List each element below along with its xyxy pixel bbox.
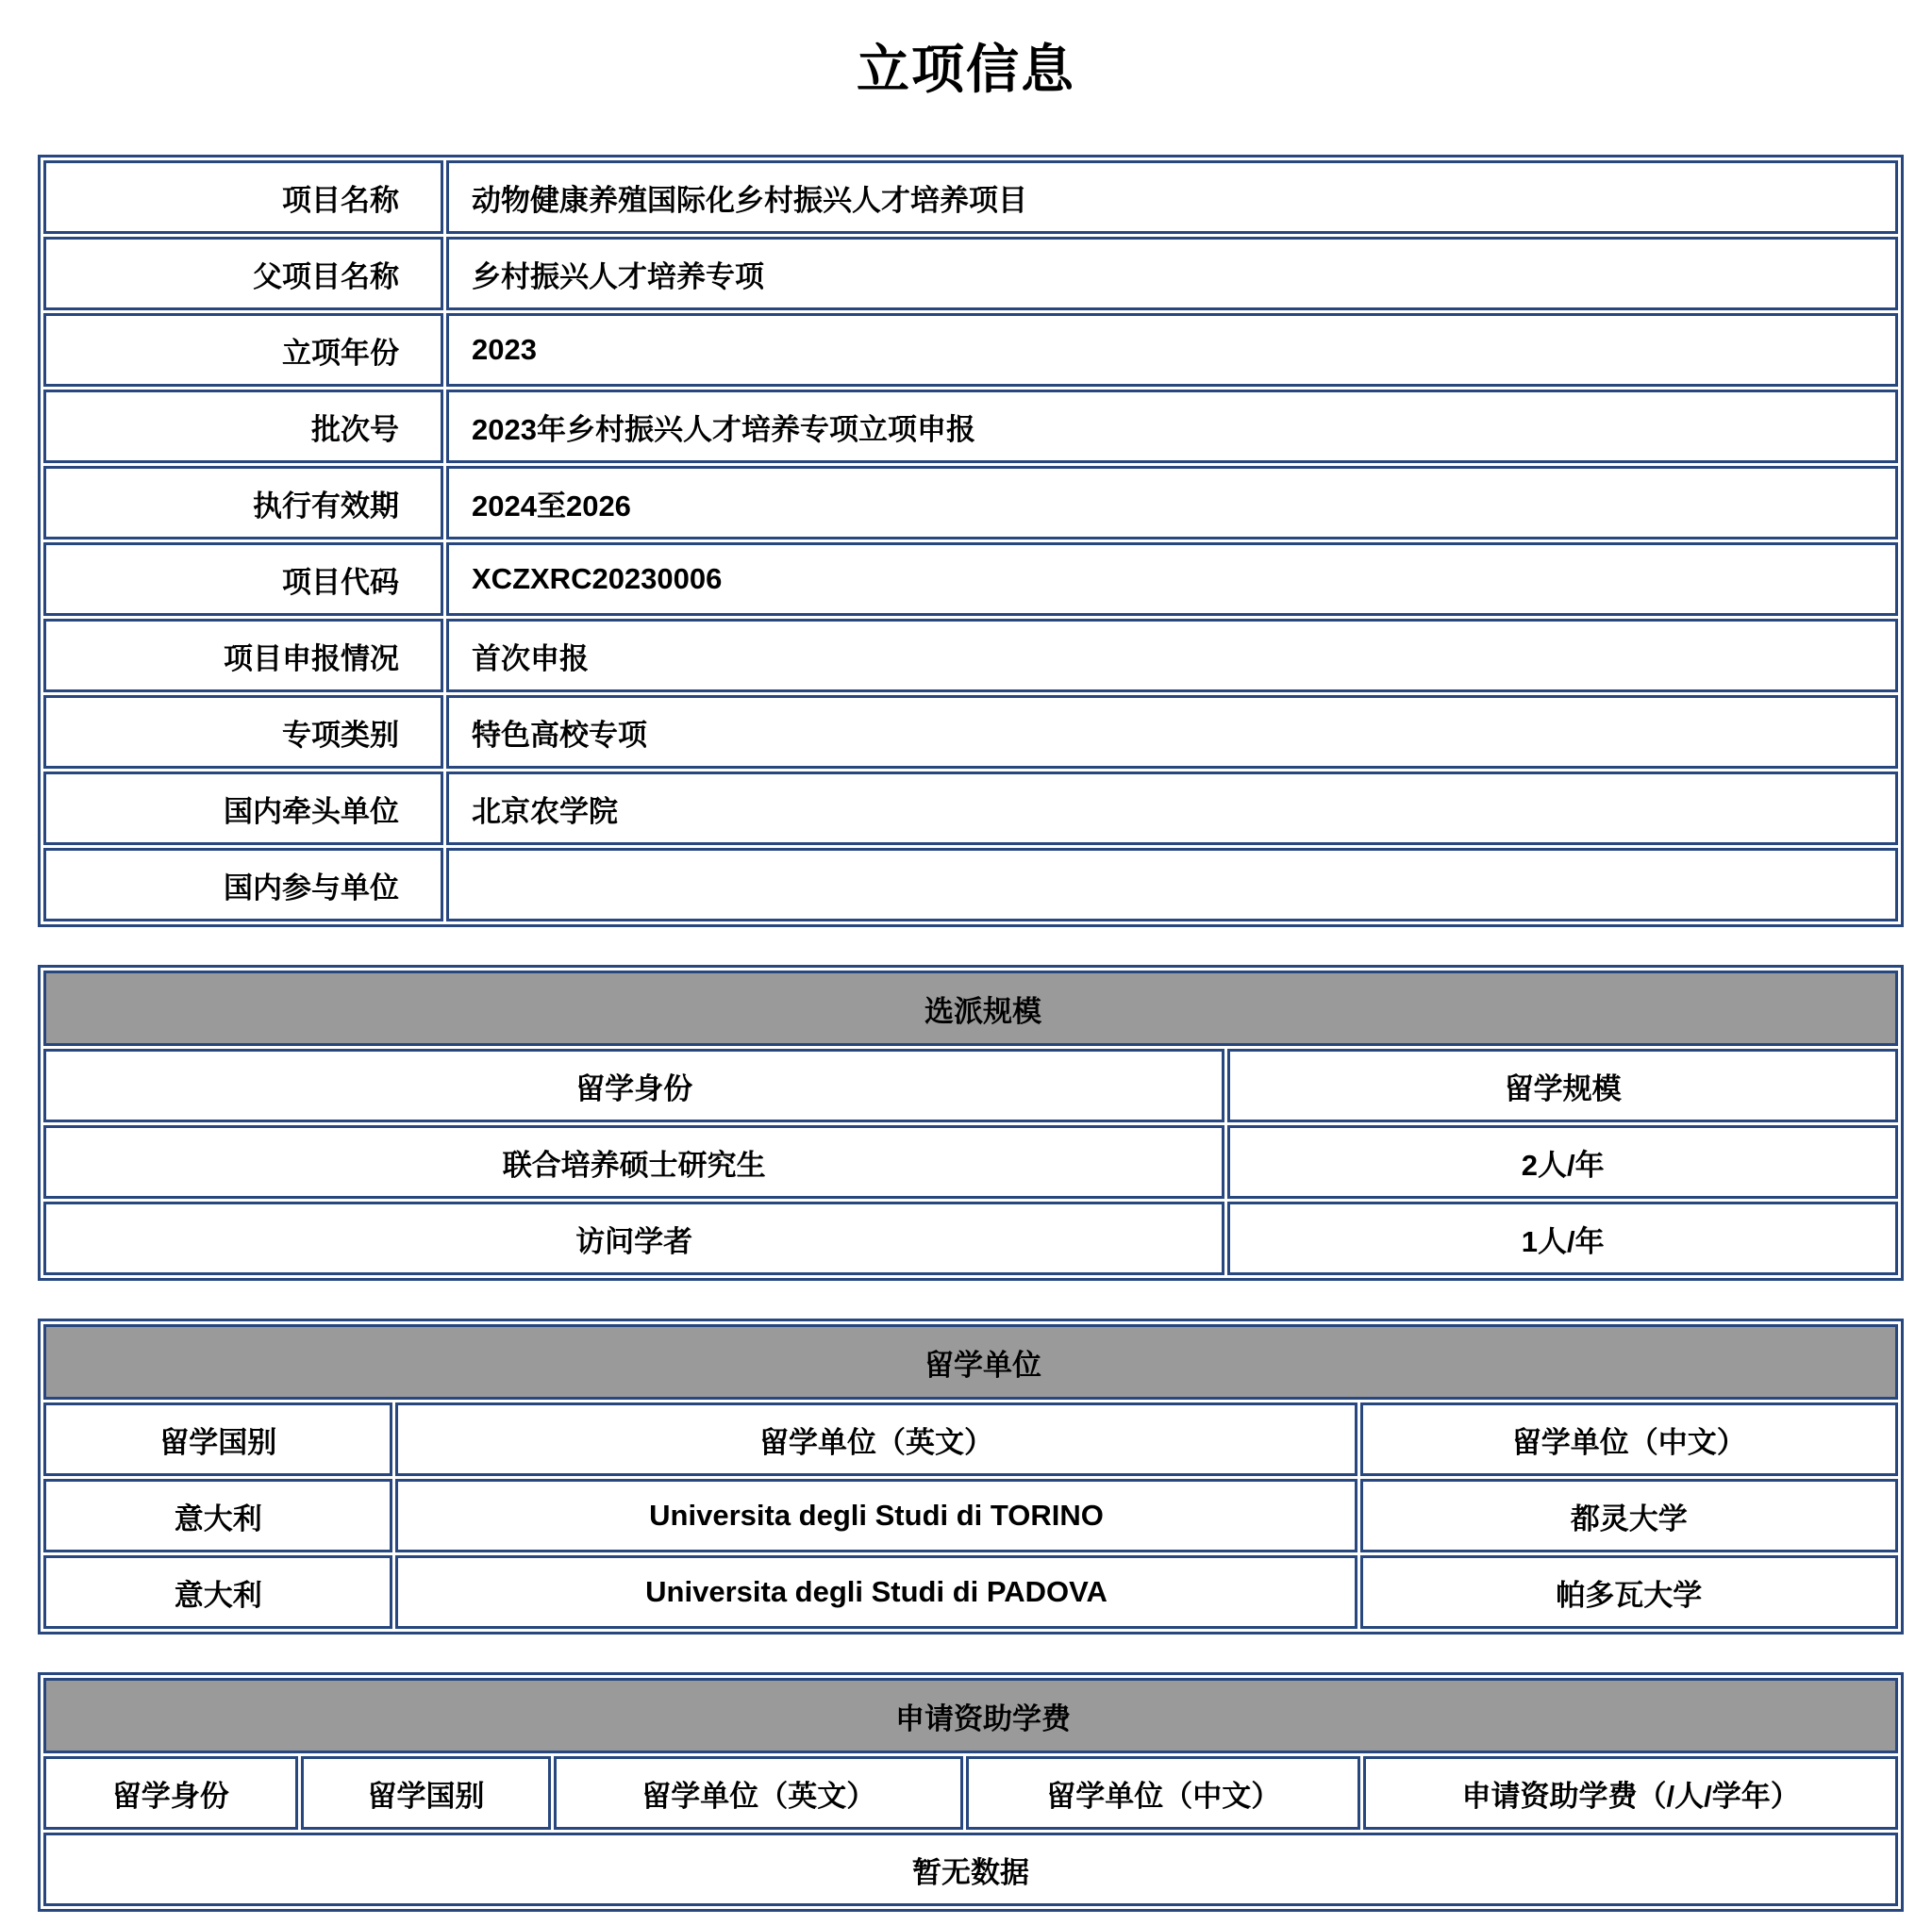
field-value: 乡村振兴人才培养专项 <box>446 237 1898 310</box>
column-header-row <box>43 1402 1898 1476</box>
section-header-study-units: 留学单位 <box>43 1324 1898 1400</box>
section-header-selection-scale: 选派规模 <box>43 971 1898 1046</box>
field-label: 父项目名称 <box>43 237 443 310</box>
field-value: 动物健康养殖国际化乡村振兴人才培养项目 <box>446 160 1898 234</box>
table-row <box>43 1555 1898 1629</box>
column-header-unit-english: 留学单位（英文） <box>554 1756 963 1830</box>
table-row-domestic-participating-unit <box>43 848 1898 921</box>
data-cell-unit-english: Universita degli Studi di PADOVA <box>395 1555 1357 1629</box>
table-row-application-status <box>43 619 1898 692</box>
table-row-special-category <box>43 695 1898 769</box>
data-cell-identity: 联合培养硕士研究生 <box>43 1125 1224 1199</box>
data-cell-country: 意大利 <box>43 1555 392 1629</box>
data-cell-identity: 访问学者 <box>43 1202 1224 1275</box>
column-header-unit-chinese: 留学单位（中文） <box>1360 1402 1898 1476</box>
field-label: 国内参与单位 <box>43 848 443 921</box>
section-header-row <box>43 971 1898 1046</box>
field-value: 2023 <box>446 313 1898 387</box>
table-row <box>43 1479 1898 1552</box>
table-row-project-name <box>43 160 1898 234</box>
page-title: 立项信息 <box>857 40 1075 99</box>
column-header-unit-english: 留学单位（英文） <box>395 1402 1357 1476</box>
data-cell-scale: 2人/年 <box>1227 1125 1898 1199</box>
column-header-country: 留学国别 <box>43 1402 392 1476</box>
column-header-country: 留学国别 <box>301 1756 552 1830</box>
field-value: 2024至2026 <box>446 466 1898 539</box>
field-label: 项目名称 <box>43 160 443 234</box>
field-value: 北京农学院 <box>446 772 1898 845</box>
column-header-study-identity: 留学身份 <box>43 1049 1224 1122</box>
field-label: 批次号 <box>43 390 443 463</box>
field-value <box>446 848 1898 921</box>
column-header-study-scale: 留学规模 <box>1227 1049 1898 1122</box>
table-row-domestic-lead-unit <box>43 772 1898 845</box>
column-header-row <box>43 1049 1898 1122</box>
column-header-study-identity: 留学身份 <box>43 1756 298 1830</box>
empty-data-row <box>43 1833 1898 1906</box>
section-header-tuition: 申请资助学费 <box>43 1678 1898 1753</box>
field-label: 国内牵头单位 <box>43 772 443 845</box>
section-header-row <box>43 1324 1898 1400</box>
table-row-parent-project-name <box>43 237 1898 310</box>
field-value: XCZXRC20230006 <box>446 542 1898 616</box>
table-row <box>43 1202 1898 1275</box>
field-value: 2023年乡村振兴人才培养专项立项申报 <box>446 390 1898 463</box>
field-label: 项目申报情况 <box>43 619 443 692</box>
study-units-table <box>38 1319 1904 1635</box>
field-label: 执行有效期 <box>43 466 443 539</box>
data-cell-unit-chinese: 帕多瓦大学 <box>1360 1555 1898 1629</box>
column-header-tuition-amount: 申请资助学费（/人/学年） <box>1363 1756 1898 1830</box>
table-row <box>43 1125 1898 1199</box>
table-row-project-code <box>43 542 1898 616</box>
tuition-funding-table <box>38 1672 1904 1912</box>
column-header-unit-chinese: 留学单位（中文） <box>966 1756 1360 1830</box>
project-info-table <box>38 155 1904 927</box>
section-header-row <box>43 1678 1898 1753</box>
field-label: 立项年份 <box>43 313 443 387</box>
data-cell-scale: 1人/年 <box>1227 1202 1898 1275</box>
field-value: 首次申报 <box>446 619 1898 692</box>
field-label: 项目代码 <box>43 542 443 616</box>
field-value: 特色高校专项 <box>446 695 1898 769</box>
table-row-approval-year <box>43 313 1898 387</box>
selection-scale-table <box>38 965 1904 1281</box>
empty-data-cell: 暂无数据 <box>43 1833 1898 1906</box>
table-row-validity-period <box>43 466 1898 539</box>
data-cell-unit-english: Universita degli Studi di TORINO <box>395 1479 1357 1552</box>
table-row-batch-number <box>43 390 1898 463</box>
column-header-row <box>43 1756 1898 1830</box>
data-cell-country: 意大利 <box>43 1479 392 1552</box>
field-label: 专项类别 <box>43 695 443 769</box>
data-cell-unit-chinese: 都灵大学 <box>1360 1479 1898 1552</box>
